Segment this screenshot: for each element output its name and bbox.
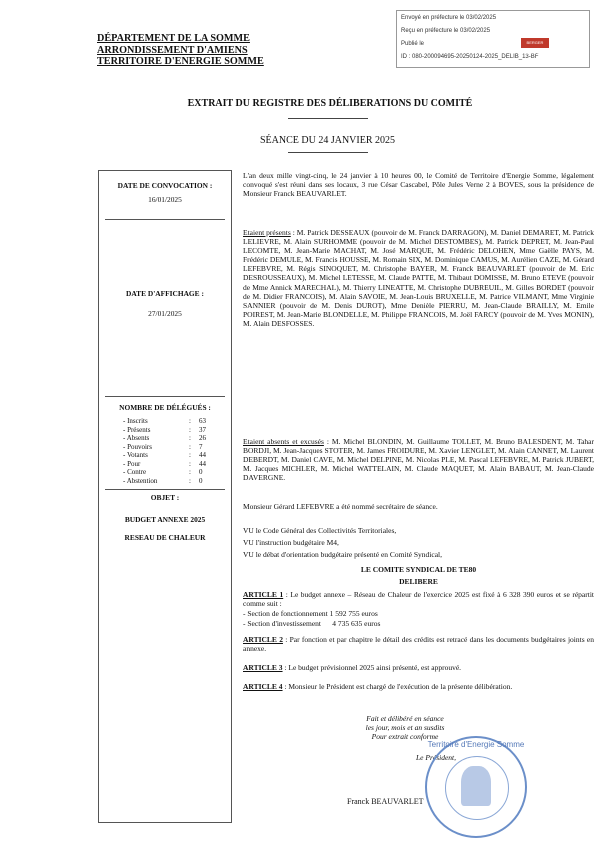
convocation-date: 16/01/2025 — [148, 195, 182, 204]
delegate-count-value: 0 — [199, 468, 203, 476]
delegate-count-label: - Pouvoirs — [123, 442, 152, 451]
article-4-label: ARTICLE 4 — [243, 682, 283, 691]
committee-heading: LE COMITE SYNDICAL DE TE80 — [360, 565, 477, 574]
article-1-operating: - Section de fonctionnement 1 592 755 euros — [243, 609, 378, 618]
delegate-count-label: - Inscrits — [123, 417, 148, 425]
signature-line-1: Fait et délibéré en séance — [366, 714, 444, 723]
divider — [105, 396, 225, 397]
subject-line-1: BUDGET ANNEXE 2025 — [124, 515, 206, 524]
prefecture-stamp — [396, 10, 590, 68]
header-department: DÉPARTEMENT DE LA SOMME — [97, 33, 250, 44]
article-3-text: : Le budget prévisionnel 2025 ainsi présenté, est approuvé. — [282, 663, 462, 672]
delegates-label-block — [99, 403, 231, 412]
article-3-label: ARTICLE 3 — [243, 663, 283, 672]
berger-levrault-logo: BERGER LEVRAULT — [521, 38, 549, 48]
delegate-count-row — [123, 443, 233, 451]
convocation-block — [99, 181, 231, 204]
deliberates-heading: DELIBERE — [399, 577, 438, 586]
organization-header — [97, 33, 264, 68]
divider — [105, 489, 225, 490]
article-1-investment: - Section d'investissement 4 735 635 euros — [243, 619, 381, 628]
delegate-count-row — [123, 417, 233, 425]
stamp-id: ID : 080-200094695-20250124-2025_DELIB_13-BF — [401, 54, 539, 60]
subject-line-2: RESEAU DE CHALEUR — [124, 533, 206, 542]
presents-paragraph — [243, 228, 594, 328]
colon-separator: : — [189, 425, 191, 434]
session-date: SÉANCE DU 24 JANVIER 2025 — [260, 135, 395, 146]
delegate-count-row — [123, 426, 233, 434]
subject-label: OBJET : — [150, 493, 180, 502]
colon-separator: : — [189, 417, 191, 425]
delegate-count-value: 63 — [199, 417, 206, 425]
colon-separator: : — [189, 459, 191, 468]
absents-list: : M. Michel BLONDIN, M. Guillaume TOLLET, M. Bruno BALESDENT, M. Tahar BORDJI, M. Jean-Jacques STOTER, M. James FROIDURE, M. Xavier LENGLET, M. Alain CANNET, M. Laurent DEBERDT, M. Daniel CAVE, M. Michel DELPINE, M. Nicolas PLE, M. Pascal LEFEBVRE, M. Patrick JUBERT, M. Jacques MICHLER, M. Michel WATTELAIN, M. Claude MAQUET, M. Alain BABAUT, M. Jean-Claude DAVERGNE. — [243, 437, 594, 483]
article-1-text: : Le budget annexe – Réseau de Chaleur de l'exercice 2025 est fixé à 6 328 390 euros et se répartit comme suit : — [243, 590, 594, 609]
signature-line-2: les jour, mois et an susdits — [365, 723, 445, 732]
affichage-label: DATE D'AFFICHAGE : — [126, 289, 204, 298]
vu-code: VU le Code Général des Collectivités Territoriales, — [243, 526, 397, 535]
colon-separator: : — [189, 451, 191, 459]
intro-paragraph: L'an deux mille vingt-cinq, le 24 janvier à 10 heures 00, le Comité de Territoire d'Energie Somme, légalement convoqué s'est réuni dans ses locaux, 3 rue César Cascabel, Pôle Jules Verne 2 à BOVES, sous la présidence de Monsieur Franck BEAUVARLET. — [243, 171, 594, 199]
delegate-count-value: 7 — [199, 442, 203, 451]
title-divider — [288, 118, 368, 119]
absents-label: Etaient absents et excusés — [243, 437, 324, 446]
article-1-label: ARTICLE 1 — [243, 590, 284, 599]
delegate-count-row — [123, 460, 233, 468]
seal-text: Territoire d'Energie Somme — [427, 740, 525, 749]
colon-separator: : — [189, 442, 191, 451]
article-4 — [243, 682, 594, 691]
absents-paragraph — [243, 437, 594, 482]
delegate-count-value: 44 — [199, 451, 206, 459]
delegate-count-value: 37 — [199, 425, 206, 434]
delegate-count-label: - Présents — [123, 425, 151, 434]
president-name: Franck BEAUVARLET — [347, 797, 424, 806]
secretary-statement: Monsieur Gérard LEFEBVRE a été nommé secrétaire de séance. — [243, 502, 438, 511]
delegate-count-label: - Votants — [123, 451, 148, 459]
delegate-count-value: 44 — [199, 459, 206, 468]
stamp-published: Publié le — [401, 41, 425, 47]
delegate-count-value: 26 — [199, 434, 206, 442]
left-info-column — [98, 170, 232, 823]
article-2-label: ARTICLE 2 — [243, 635, 283, 644]
article-2 — [243, 635, 594, 653]
vu-instruction: VU l'instruction budgétaire M4, — [243, 538, 339, 547]
delegate-count-label: - Contre — [123, 468, 147, 476]
delegate-count-label: - Abstention — [123, 476, 158, 485]
delegate-count-label: - Pour — [123, 459, 141, 468]
colon-separator: : — [189, 476, 191, 485]
session-divider — [288, 152, 368, 153]
delegate-count-row — [123, 468, 233, 476]
seal-emblem-icon — [461, 766, 491, 806]
affichage-date: 27/01/2025 — [148, 309, 182, 318]
official-seal — [425, 736, 527, 838]
stamp-received: Reçu en préfecture le 03/02/2025 — [401, 28, 491, 34]
header-arrondissement: ARRONDISSEMENT D'AMIENS — [97, 44, 248, 56]
signature-line-3: Pour extrait conforme — [371, 732, 439, 741]
colon-separator: : — [189, 434, 191, 442]
stamp-sent: Envoyé en préfecture le 03/02/2025 — [401, 15, 497, 21]
presents-label: Etaient présents — [243, 228, 291, 237]
vu-debate: VU le débat d'orientation budgétaire présenté en Comité Syndical, — [243, 550, 442, 559]
divider — [105, 219, 225, 220]
header-territory: TERRITOIRE D'ENERGIE SOMME — [97, 56, 264, 67]
convocation-label: DATE DE CONVOCATION : — [117, 181, 213, 190]
delegate-count-row — [123, 477, 233, 485]
colon-separator: : — [189, 468, 191, 476]
presents-list: : M. Patrick DESSEAUX (pouvoir de M. Franck DARRAGON), M. Daniel DEMARET, M. Patrick LELIEVRE, M. Alain SURHOMME (pouvoir de M. Michel DESTOMBES), M. Patrick DEPRET, M. Jean-Paul LECOMTE, M. Jean-Marie MACHAT, M. José MARQUE, M. Frédéric DELOHEN, Mme Gaëlle PAYS, M. Frédéric DEMULE, M. Francis HOUSSE, M. Romain SIX, M. Dominique CAMUS, M. Aurélien CAZE, M. Gérard LEFEBVRE, M. Régis SINOQUET, M. Christophe BAYER, M. Franck BEAUVARLET (pouvoir de M. Eric DESROUSSEAUX), M. Michel LETESSE, M. Claude PATTE, M. Thibaut DOMISSE, M. Bruno ETEVE (pouvoir de Mme Annick MARECHAL), M. Thierry LINEATTE, M. Christophe DUBREUIL, M. Gilles BORDET (pouvoir de M. Didier FRANCOIS), M. Alain SAVOIE, M. Jean-Louis BRUXELLE, M. Patrice VILMANT, Mme Virginie SANNIER (pouvoir de M. Denis DUROT), Mme Denièle PIERRU, M. Jean-Claude BRAILLY, M. Emile POIREST, M. Jean-Marie BLONDELLE, M. Philippe FRANCOIS, M. Joël FARCY (pouvoir de M. Yves MONIN), M. Alain DESFOSSES. — [243, 228, 594, 328]
delegates-label: NOMBRE DE DÉLÉGUÉS : — [119, 403, 211, 412]
document-title: EXTRAIT DU REGISTRE DES DÉLIBERATIONS DU COMITÉ — [187, 98, 473, 109]
delegate-count-row — [123, 434, 233, 442]
signature-title: Le Président, — [416, 753, 456, 762]
article-1 — [243, 590, 594, 608]
article-3 — [243, 663, 594, 672]
article-4-text: : Monsieur le Président est chargé de l'exécution de la présente délibération. — [282, 682, 513, 691]
affichage-block — [99, 289, 231, 318]
delegate-count-value: 0 — [199, 476, 203, 485]
delegate-count-row — [123, 451, 233, 459]
subject-block — [99, 493, 231, 542]
delegate-count-label: - Absents — [123, 434, 150, 442]
article-2-text: : Par fonction et par chapitre le détail des crédits est retracé dans les documents budgétaires joints en annexe. — [243, 635, 594, 654]
